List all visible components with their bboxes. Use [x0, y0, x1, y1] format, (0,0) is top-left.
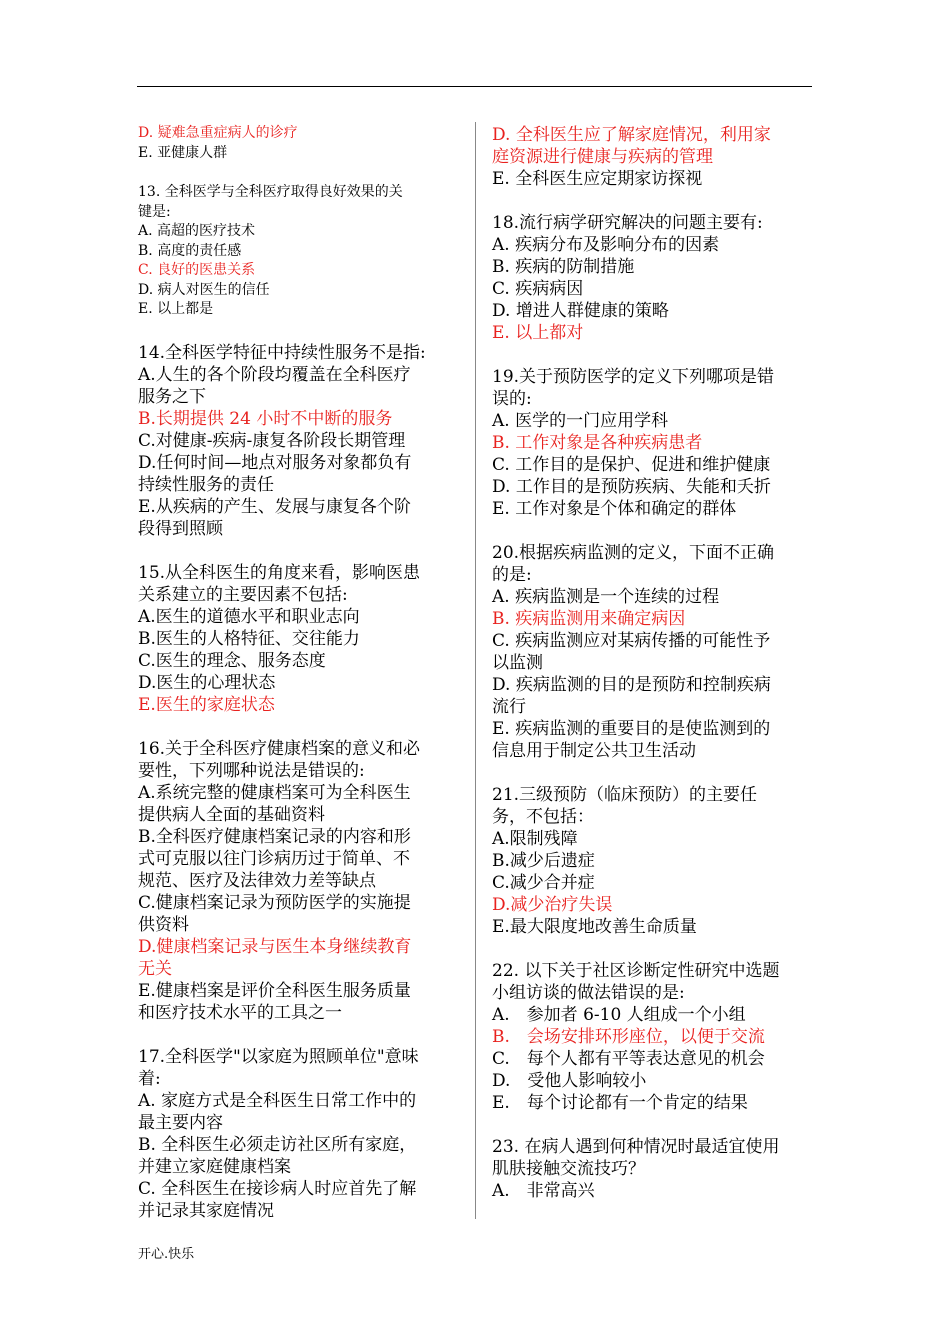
question-21 [492, 784, 814, 938]
option-15-b: B.医生的人格特征、交往能力 [138, 628, 360, 649]
option-14-e: E.从疾病的产生、发展与康复各个阶 [138, 496, 411, 517]
option-15-a: A.医生的道德水平和职业志向 [138, 606, 360, 627]
option-14-d: D.任何时间—地点对服务对象都负有 [138, 452, 412, 473]
header-rule [137, 86, 812, 87]
option-20-c: C. 疾病监测应对某病传播的可能性予 [492, 631, 771, 651]
option-19-a: A. 医学的一门应用学科 [492, 411, 669, 431]
option-17-e: E. 全科医生应定期家访探视 [492, 169, 703, 189]
option-13-a: A. 高超的医疗技术 [138, 223, 256, 239]
question-19-stem: 19.关于预防医学的定义下列哪项是错 [492, 367, 775, 387]
option-19-b: B. 工作对象是各种疾病患者 [492, 433, 703, 453]
question-22-stem: 22. 以下关于社区诊断定性研究中选题 [492, 961, 780, 981]
question-12-tail [138, 124, 464, 163]
option-12-d: D. 疑难急重症病人的诊疗 [138, 125, 298, 141]
column-divider [475, 122, 476, 1219]
question-19-stem: 误的: [492, 389, 532, 409]
option-13-c: C. 良好的医患关系 [138, 262, 256, 278]
option-16-c: C.健康档案记录为预防医学的实施提 [138, 892, 411, 913]
option-17-c: 并记录其家庭情况 [138, 1200, 274, 1221]
question-15-stem: 15.从全科医生的角度来看，影响医患 [138, 562, 421, 583]
question-21-stem: 21.三级预防（临床预防）的主要任 [492, 785, 758, 805]
question-23 [492, 1136, 814, 1202]
option-16-a: 提供病人全面的基础资料 [138, 804, 325, 825]
option-20-a: A. 疾病监测是一个连续的过程 [492, 587, 720, 607]
option-14-c: C.对健康-疾病-康复各阶段长期管理 [138, 430, 406, 451]
option-20-c: 以监测 [492, 653, 543, 673]
option-23-a: A. 非常高兴 [492, 1181, 595, 1201]
option-14-a: A.人生的各个阶段均覆盖在全科医疗 [138, 364, 411, 385]
option-22-d: D. 受他人影响较小 [492, 1071, 647, 1091]
option-16-c: 供资料 [138, 914, 189, 935]
question-17-stem: 着: [138, 1068, 161, 1089]
option-18-d: D. 增进人群健康的策略 [492, 301, 669, 321]
option-15-e: E.医生的家庭状态 [138, 694, 275, 715]
option-16-b: B.全科医疗健康档案记录的内容和形 [138, 826, 411, 847]
option-22-e: E. 每个讨论都有一个肯定的结果 [492, 1093, 748, 1113]
question-20-stem: 20.根据疾病监测的定义，下面不正确 [492, 543, 775, 563]
option-17-d: 庭资源进行健康与疾病的管理 [492, 147, 713, 167]
question-13-stem: 键是: [138, 203, 171, 220]
page-footer: 开心.快乐 [138, 1247, 195, 1262]
option-22-b: B. 会场安排环形座位，以便于交流 [492, 1027, 765, 1047]
option-18-e: E. 以上都对 [492, 323, 584, 343]
question-23-stem: 肌肤接触交流技巧？ [492, 1159, 645, 1179]
option-14-b: B.长期提供 24 小时不中断的服务 [138, 408, 393, 429]
question-17-stem: 17.全科医学"以家庭为照顾单位"意味 [138, 1046, 419, 1067]
option-21-e: E.最大限度地改善生命质量 [492, 917, 697, 937]
option-20-d: 流行 [492, 697, 526, 717]
option-16-d: 无关 [138, 958, 172, 979]
option-12-e: E. 亚健康人群 [138, 144, 228, 161]
option-22-a: A. 参加者 6-10 人组成一个小组 [492, 1005, 746, 1025]
right-column [492, 124, 814, 1202]
option-18-c: C. 疾病病因 [492, 279, 584, 299]
question-16 [138, 738, 464, 1024]
option-17-a: A. 家庭方式是全科医生日常工作中的 [138, 1090, 417, 1111]
option-20-d: D. 疾病监测的目的是预防和控制疾病 [492, 675, 771, 695]
question-16-stem: 16.关于全科医疗健康档案的意义和必 [138, 738, 421, 759]
option-21-a: A.限制残障 [492, 829, 578, 849]
option-13-d: D. 病人对医生的信任 [138, 281, 270, 298]
option-20-b: B. 疾病监测用来确定病因 [492, 609, 686, 629]
option-15-c: C.医生的理念、服务态度 [138, 650, 326, 671]
option-20-e: E. 疾病监测的重要目的是使监测到的 [492, 719, 771, 739]
left-column [138, 124, 464, 1222]
option-19-e: E. 工作对象是个体和确定的群体 [492, 499, 737, 519]
option-21-b: B.减少后遗症 [492, 851, 595, 871]
option-13-e: E. 以上都是 [138, 301, 214, 317]
question-14 [138, 342, 464, 540]
question-19 [492, 366, 814, 520]
question-16-stem: 要性，下列哪种说法是错误的: [138, 760, 365, 781]
question-13 [138, 183, 464, 320]
option-13-b: B. 高度的责任感 [138, 242, 242, 259]
question-13-stem: 13. 全科医学与全科医疗取得良好效果的关 [138, 184, 403, 200]
option-15-d: D.医生的心理状态 [138, 672, 276, 693]
option-17-d: D. 全科医生应了解家庭情况，利用家 [492, 125, 771, 145]
option-14-a: 服务之下 [138, 386, 206, 407]
question-20 [492, 542, 814, 762]
option-17-b: 并建立家庭健康档案 [138, 1156, 291, 1177]
option-16-e: 和医疗技术水平的工具之一 [138, 1002, 342, 1023]
question-22 [492, 960, 814, 1114]
option-21-d: D.减少治疗失误 [492, 895, 613, 915]
option-20-e: 信息用于制定公共卫生活动 [492, 741, 696, 761]
question-17-tail [492, 124, 814, 190]
option-19-d: D. 工作目的是预防疾病、失能和夭折 [492, 477, 771, 497]
option-18-b: B. 疾病的防制措施 [492, 257, 635, 277]
question-18 [492, 212, 814, 344]
option-16-e: E.健康档案是评价全科医生服务质量 [138, 980, 411, 1001]
option-16-b: 式可克服以往门诊病历过于简单、不 [138, 848, 410, 869]
question-15 [138, 562, 464, 716]
option-16-a: A.系统完整的健康档案可为全科医生 [138, 782, 411, 803]
option-14-d: 持续性服务的责任 [138, 474, 274, 495]
question-20-stem: 的是: [492, 565, 532, 585]
question-21-stem: 务，不包括： [492, 807, 594, 827]
option-14-e: 段得到照顾 [138, 518, 223, 539]
question-22-stem: 小组访谈的做法错误的是: [492, 983, 685, 1003]
option-17-b: B. 全科医生必须走访社区所有家庭， [138, 1134, 417, 1155]
question-23-stem: 23. 在病人遇到何种情况时最适宜使用 [492, 1137, 780, 1157]
option-16-b: 规范、医疗及法律效力差等缺点 [138, 870, 376, 891]
question-14-stem: 14.全科医学特征中持续性服务不是指: [138, 342, 426, 363]
option-16-d: D.健康档案记录与医生本身继续教育 [138, 936, 412, 957]
option-22-c: C. 每个人都有平等表达意见的机会 [492, 1049, 765, 1069]
option-17-c: C. 全科医生在接诊病人时应首先了解 [138, 1178, 417, 1199]
option-19-c: C. 工作目的是保护、促进和维护健康 [492, 455, 771, 475]
question-17 [138, 1046, 464, 1222]
option-21-c: C.减少合并症 [492, 873, 595, 893]
option-17-a: 最主要内容 [138, 1112, 223, 1133]
option-18-a: A. 疾病分布及影响分布的因素 [492, 235, 720, 255]
question-18-stem: 18.流行病学研究解决的问题主要有: [492, 213, 763, 233]
question-15-stem: 关系建立的主要因素不包括: [138, 584, 348, 605]
